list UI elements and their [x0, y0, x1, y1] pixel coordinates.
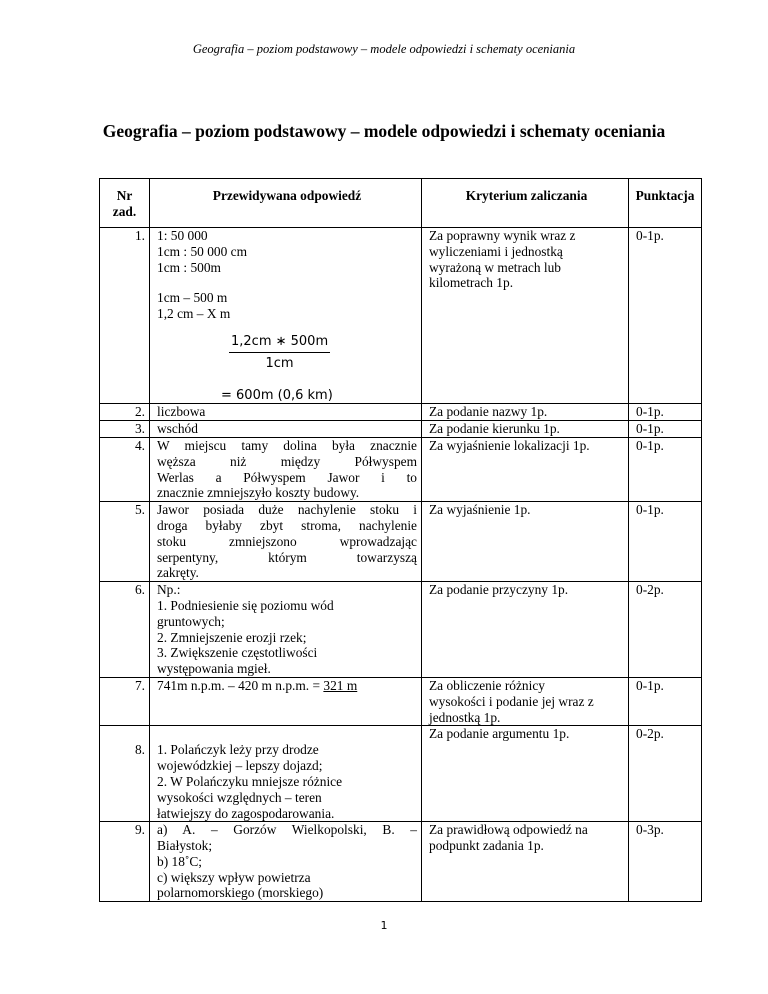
- criterion-line: wyrażoną w metrach lub: [429, 259, 561, 275]
- row-nr: 7.: [100, 677, 150, 725]
- row-nr: 4.: [100, 437, 150, 501]
- answer-line: droga byłaby zbyt stroma, nachylenie: [157, 517, 417, 533]
- table-row: [100, 404, 702, 421]
- row-answer: [150, 822, 422, 902]
- row-answer: wschód: [150, 421, 422, 438]
- answer-line: węższa niż między Półwyspem: [157, 453, 417, 469]
- criterion-line: jednostką 1p.: [429, 709, 501, 725]
- answer-line: 2. Zmniejszenie erozji rzek;: [157, 629, 307, 645]
- table-row: [100, 437, 702, 501]
- table-header-row: [100, 179, 702, 228]
- row-nr: 6.: [100, 582, 150, 678]
- row-nr: 2.: [100, 404, 150, 421]
- answer-line: a) A. – Gorzów Wielkopolski, B. –: [157, 822, 417, 838]
- answer-line: 1: 50 000: [157, 228, 208, 243]
- formula-fraction: [229, 334, 330, 372]
- running-header: Geografia – poziom podstawowy – modele odpowiedzi i schematy oceniania: [192, 42, 576, 56]
- answer-line: 1,2 cm – X m: [157, 306, 231, 322]
- answer-line: Białystok;: [157, 838, 213, 854]
- row-criterion: [422, 228, 629, 404]
- table-row: [100, 228, 702, 404]
- answer-line: Np.:: [157, 582, 181, 598]
- row-answer: [150, 582, 422, 678]
- header-nr-line2: zad.: [112, 203, 137, 219]
- answer-line: stoku zmniejszono wprowadzając: [157, 533, 417, 549]
- criterion-line: kilometrach 1p.: [429, 275, 514, 291]
- header-points: Punktacja: [629, 179, 702, 228]
- answer-line: znacznie zmniejszyło koszty budowy.: [157, 485, 360, 501]
- answer-line: Werlas a Półwyspem Jawor i to: [157, 469, 417, 485]
- document-title: Geografia – poziom podstawowy – modele odpowiedzi i schematy oceniania: [102, 121, 666, 141]
- row-points: 0-1p.: [629, 437, 702, 501]
- row-points: 0-2p.: [629, 582, 702, 678]
- answer-line: Jawor posiada duże nachylenie stoku i: [157, 502, 417, 518]
- header-answer: Przewidywana odpowiedź: [150, 179, 422, 228]
- table-row: [100, 582, 702, 678]
- answer-line: c) większy wpływ powietrza: [157, 869, 311, 885]
- answer-line: 2. W Polańczyku mniejsze różnice: [157, 773, 343, 789]
- criterion-line: podpunkt zadania 1p.: [429, 838, 544, 854]
- row-points: 0-2p.: [629, 726, 702, 822]
- grading-table: [99, 178, 702, 902]
- formula-numerator: 1,2cm ∗ 500m: [229, 334, 330, 353]
- row-criterion: [422, 677, 629, 725]
- row-nr: 9.: [100, 822, 150, 902]
- row-nr: 5.: [100, 502, 150, 582]
- answer-line: 1cm : 500m: [157, 259, 221, 275]
- table-row: [100, 677, 702, 725]
- answer-line: łatwiejszy do zagospodarowania.: [157, 805, 335, 821]
- row-points: 0-1p.: [629, 404, 702, 421]
- answer-line: występowania mgieł.: [157, 661, 271, 677]
- row-points: 0-1p.: [629, 228, 702, 404]
- criterion-line: wysokości i podanie jej wraz z: [429, 693, 594, 709]
- answer-line: 3. Zwiększenie częstotliwości: [157, 645, 318, 661]
- table-row: [100, 502, 702, 582]
- header-nr: [100, 179, 150, 228]
- row-criterion: Za wyjaśnienie 1p.: [422, 502, 629, 582]
- criterion-line: Za poprawny wynik wraz z: [429, 228, 576, 243]
- row-answer: [150, 228, 422, 404]
- row-criterion: [422, 822, 629, 902]
- row-criterion: Za wyjaśnienie lokalizacji 1p.: [422, 437, 629, 501]
- answer-line: 1. Podniesienie się poziomu wód: [157, 597, 334, 613]
- row-nr: 3.: [100, 421, 150, 438]
- row-points: 0-1p.: [629, 502, 702, 582]
- answer-line: gruntowych;: [157, 613, 225, 629]
- row-points: 0-3p.: [629, 822, 702, 902]
- header-criterion: Kryterium zaliczania: [422, 179, 629, 228]
- row-points: 0-1p.: [629, 421, 702, 438]
- criterion-line: Za obliczenie różnicy: [429, 677, 545, 693]
- answer-line: zakręty.: [157, 565, 199, 581]
- answer-calculation: 741m n.p.m. – 420 m n.p.m. =: [157, 677, 324, 693]
- row-answer: [150, 726, 422, 822]
- row-criterion: Za podanie kierunku 1p.: [422, 421, 629, 438]
- row-answer: [150, 502, 422, 582]
- formula-result: = 600m (0,6 km): [221, 387, 333, 403]
- answer-line: polarnomorskiego (morskiego): [157, 885, 324, 901]
- header-nr-line1: Nr: [116, 188, 133, 203]
- table-row: [100, 822, 702, 902]
- criterion-line: wyliczeniami i jednostką: [429, 243, 563, 259]
- answer-line: 1cm : 50 000 cm: [157, 243, 248, 259]
- row-criterion: Za podanie argumentu 1p.: [422, 726, 629, 822]
- row-nr: 8.: [100, 726, 150, 822]
- answer-line: wysokości względnych – teren: [157, 789, 322, 805]
- answer-line: W miejscu tamy dolina była znacznie: [157, 437, 417, 453]
- answer-result: 321 m: [323, 677, 358, 693]
- row-nr: 1.: [100, 228, 150, 404]
- row-points: 0-1p.: [629, 677, 702, 725]
- answer-line: b) 18˚C;: [157, 853, 203, 869]
- answer-line: serpentyny, którym towarzyszą: [157, 549, 417, 565]
- formula-denominator: 1cm: [265, 355, 294, 371]
- table-row: [100, 421, 702, 438]
- criterion-line: Za prawidłową odpowiedź na: [429, 822, 588, 838]
- answer-line: 1. Polańczyk leży przy drodze: [157, 742, 319, 758]
- row-answer: [150, 677, 422, 725]
- row-criterion: Za podanie nazwy 1p.: [422, 404, 629, 421]
- row-criterion: Za podanie przyczyny 1p.: [422, 582, 629, 678]
- table-row: [100, 726, 702, 822]
- answer-line: [157, 678, 417, 694]
- answer-line: wojewódzkiej – lepszy dojazd;: [157, 758, 323, 774]
- answer-line: 1cm – 500 m: [157, 290, 228, 306]
- row-answer: [150, 437, 422, 501]
- row-answer: liczbowa: [150, 404, 422, 421]
- page-number: 1: [380, 919, 388, 932]
